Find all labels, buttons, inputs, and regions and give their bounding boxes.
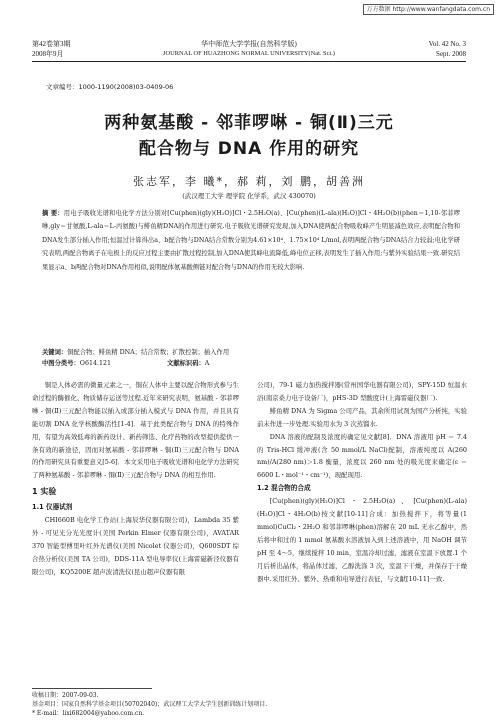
instruments-continued: 公司)，79-1 磁力加热搅拌器(常州国华电器有限公司)，SPY-15D 恒温水浴(南京桑力电子设备厂)，pHS-3D 型酸度计(上海雷磁仪器厂). bbox=[257, 381, 467, 402]
footnote-email: * E-mail：lixi682004@yahoo.com.cn. bbox=[32, 710, 145, 717]
right-column bbox=[257, 379, 467, 586]
keywords bbox=[42, 348, 460, 358]
dna-solution-paragraph: DNA 溶液的配制及浓度的确定见文献[8]．DNA 溶液用 pH ＝ 7.4 的 Tris-HCl 缓冲液(含 50 mmol/L NaCl)配制，溶液纯度以 A(260 nm)/A(280 nm)＞1.8 衡量，浓度以 260 nm 处的吸光度来确定(ε ＝ 6600 L・mol⁻¹・cm⁻¹)，现配现用. bbox=[257, 432, 467, 480]
left-column bbox=[32, 379, 239, 579]
watermark-stamp: 万方数据 http://www.wanfangdata.com.cn bbox=[363, 4, 494, 15]
footnote-rule bbox=[32, 688, 152, 689]
intro-paragraph: 铜是人体必需的微量元素之一，铜在人体中主要以配合物形式参与生命过程的酶催化、物质储存运送等过程.近年来研究表明，氨基酸 - 邻菲啰啉 - 铜(Ⅱ)三元配合物能以插入或部分插入模式与 DNA 作用，并且具有能切割 DNA 化学核酸酶活性[1-4]．基于此类配合物与 DNA 的特殊作用，有望为高效低毒的新药设计、新药筛选、化疗药物的改型提供提供一条有效的新途径，因而对氨基酸 - 邻菲啰啉 - 铜(Ⅱ)三元配合物与 DNA 的作用研究具有重要意义[5-6]．本文采用电子吸收光谱和电化学方法研究了两种氨基酸 - 邻菲啰啉 - 铜(Ⅱ)三元配合物与 DNA 的相互作用. bbox=[32, 381, 239, 480]
header-journal-en: JOURNAL OF HUAZHONG NORMAL UNIVERSITY(Nat. Sci.) bbox=[163, 50, 335, 57]
keywords-label: 关键词： bbox=[42, 349, 68, 356]
doc-code: A bbox=[204, 360, 210, 367]
header-volume-cn: 第42卷第3期 bbox=[32, 40, 71, 48]
header-date-cn: 2008年9月 bbox=[32, 50, 64, 58]
abstract bbox=[42, 207, 460, 274]
header-journal-cn: 华中师范大学学报(自然科学版) bbox=[201, 40, 297, 48]
clc-label: 中图分类号： bbox=[42, 360, 80, 367]
synthesis-paragraph: [Cu(phen)(gly)(H₂O)]Cl・2.5H₂O(a)、[Cu(phen)(L-ala)(H₂O)]Cl・4H₂O(b)按文献[10-11]合成：加热搅拌下，将等量(1 mmol)CuCl₂・2H₂O 和邻菲啰啉(phen)溶解在 20 mL 无水乙醇中，然后将中和过的 1 mmol 氨基酸水溶液加入到上述溶液中，用 NaOH 调节 pH 至 4～5，继续搅拌 10 min，室温冷却过滤，滤液在室温下放置.1 个月后析出晶体，将晶体过滤，乙醇洗涤 3 次，室温下干燥，并保存于干燥器中.采用红外、紫外、热重和电导进行表征，与文献[10-11]一致. bbox=[257, 497, 467, 583]
instruments-paragraph: CHI660B 电化学工作站(上海辰华仪器有限公司)，Lambda 35 紫外 - 可见光分光光度计(美国 Perkin Elmer 仪器有限公司)，AVATAR 370 智能型傅里叶红外光谱仪(美国 Nicolet 仪器公司)，Q600SDT 综合热分析仪(美国 TA 公司)，DDS-11A 型电导率仪(上海雷磁新泾仪器有限公司)，KQ5200E 超声波清洗仪(昆山超声仪器有限 bbox=[32, 516, 239, 576]
title-line-1: 两种氨基酸 - 邻菲啰啉 - 铜(Ⅱ)三元 bbox=[104, 113, 394, 133]
title-line-2: 配合物与 DNA 作用的研究 bbox=[138, 139, 360, 159]
classification-line bbox=[42, 359, 460, 369]
clc-number: O614.121 bbox=[79, 360, 111, 367]
affiliation: (武汉理工大学 理学院 化学系，武汉 430070) bbox=[182, 192, 316, 200]
header-volume-en: Vol. 42 No. 3 bbox=[428, 40, 466, 48]
footnote-funding: 基金项目：国家自然科学基金项目(50702040)；武汉理工大学大学生创新训练计划项目. bbox=[32, 701, 268, 708]
abstract-label: 摘 要： bbox=[42, 210, 64, 217]
section-1-heading: 1 实验 bbox=[32, 487, 57, 497]
reagents-paragraph: 鲱鱼精 DNA 为 Sigma 公司产品，其余所用试剂为国产分析纯，实验前未作进一步处理.实验用水为 3 次蒸馏水. bbox=[257, 406, 468, 428]
author-list: 张志军，李 曦*，郝 莉，刘 鹏，胡善洲 bbox=[133, 175, 365, 188]
doc-code-label: 文献标识码： bbox=[167, 360, 205, 367]
keywords-text: 铜配合物；鲱鱼精 DNA；结合常数；扩散控制；插入作用 bbox=[67, 349, 230, 356]
footnote-received: 收稿日期：2007-09-03. bbox=[32, 692, 99, 699]
abstract-text: 用电子吸收光谱和电化学方法分别对[Cu(phen)(gly)(H₂O)]Cl・2.5H₂O(a)、[Cu(phen)(L-ala)(H₂O)]Cl・4H₂O(b)(phen＝1,10-邻菲啰啉,gly＝甘氨酸,L-ala＝L-丙氨酸)与鲱鱼精DNA的作用进行研究.电子吸收光谱研究发现,加入DNA使两配合物吸收峰产生明显减色效应,表明配合物和DNA发生部分插入作用;恒温过计算得出a、b配合物与DNA结合常数分别为4.61×10⁴、1.75×10⁴ L/mol,表明两配合物与DNA结合力较弱;电化学研究表明,两配合物离子在电极上的反应过程主要由扩散过程控制,加入DNA使其峰电流降低,峰电位正移,表明发生了插入作用;与紫外实验结果一致.研究结果显示a、b两配合物对DNA作用相似,说明配体氨基酸侧链对配合物与DNA的作用无较大影响. bbox=[42, 210, 460, 271]
header-rule bbox=[32, 61, 466, 62]
header-date-en: Sept. 2008 bbox=[436, 50, 466, 58]
section-1-2-heading: 1.2 混合物的合成 bbox=[257, 484, 311, 493]
article-number: 文章编号：1000-1190(2008)03-0409-06 bbox=[46, 83, 174, 91]
section-1-1-heading: 1.1 仪器试剂 bbox=[32, 503, 73, 512]
